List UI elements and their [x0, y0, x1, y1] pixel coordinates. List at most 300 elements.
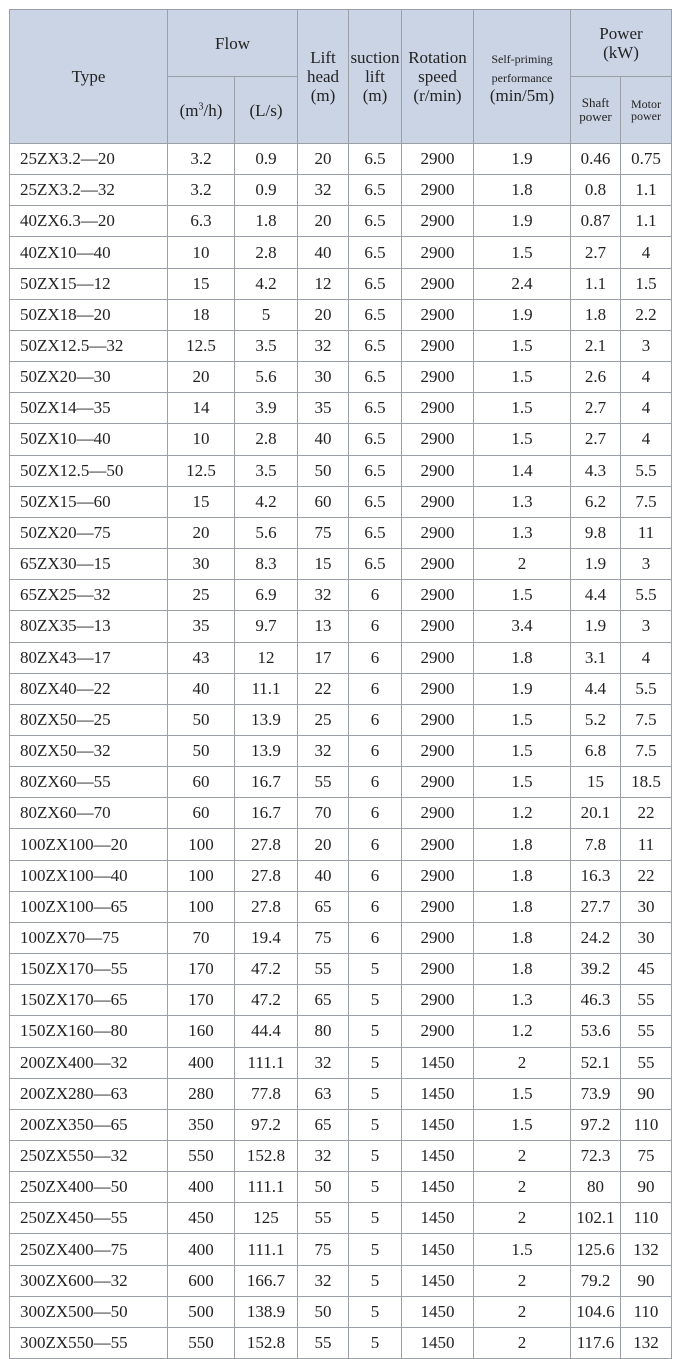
- cell-flow-ls: 1.8: [235, 206, 298, 237]
- cell-type: 50ZX20—30: [10, 362, 168, 393]
- cell-flow-m3h: 70: [168, 922, 235, 953]
- cell-suction-lift: 6: [349, 891, 402, 922]
- cell-shaft-power: 7.8: [571, 829, 621, 860]
- cell-shaft-power: 2.6: [571, 362, 621, 393]
- cell-lift-head: 25: [298, 704, 349, 735]
- cell-self-priming: 2: [474, 1296, 571, 1327]
- cell-suction-lift: 6.5: [349, 268, 402, 299]
- cell-shaft-power: 1.9: [571, 611, 621, 642]
- cell-motor-power: 75: [621, 1141, 672, 1172]
- cell-motor-power: 55: [621, 1047, 672, 1078]
- table-row: [10, 486, 672, 517]
- table-row: [10, 985, 672, 1016]
- header-motor-power: Motor power: [621, 77, 672, 144]
- cell-shaft-power: 2.1: [571, 330, 621, 361]
- cell-rotation-speed: 2900: [402, 704, 474, 735]
- cell-lift-head: 70: [298, 798, 349, 829]
- table-row: [10, 330, 672, 361]
- cell-flow-m3h: 170: [168, 985, 235, 1016]
- cell-suction-lift: 5: [349, 1078, 402, 1109]
- cell-type: 100ZX100—65: [10, 891, 168, 922]
- table-row: [10, 735, 672, 766]
- cell-motor-power: 4: [621, 237, 672, 268]
- table-row: [10, 860, 672, 891]
- header-power: Power (kW): [571, 10, 672, 77]
- cell-flow-m3h: 12.5: [168, 330, 235, 361]
- cell-flow-ls: 3.5: [235, 455, 298, 486]
- table-row: [10, 1172, 672, 1203]
- cell-type: 80ZX50—32: [10, 735, 168, 766]
- cell-shaft-power: 117.6: [571, 1327, 621, 1358]
- cell-shaft-power: 4.3: [571, 455, 621, 486]
- table-row: [10, 1296, 672, 1327]
- cell-motor-power: 3: [621, 330, 672, 361]
- cell-rotation-speed: 2900: [402, 985, 474, 1016]
- cell-rotation-speed: 2900: [402, 206, 474, 237]
- cell-flow-ls: 138.9: [235, 1296, 298, 1327]
- cell-motor-power: 30: [621, 922, 672, 953]
- cell-self-priming: 2: [474, 1047, 571, 1078]
- cell-self-priming: 2: [474, 1203, 571, 1234]
- cell-suction-lift: 5: [349, 985, 402, 1016]
- cell-rotation-speed: 2900: [402, 611, 474, 642]
- cell-flow-ls: 4.2: [235, 268, 298, 299]
- cell-type: 80ZX50—25: [10, 704, 168, 735]
- cell-self-priming: 1.5: [474, 767, 571, 798]
- cell-lift-head: 65: [298, 985, 349, 1016]
- cell-type: 80ZX35—13: [10, 611, 168, 642]
- table-row: [10, 767, 672, 798]
- cell-flow-m3h: 400: [168, 1234, 235, 1265]
- cell-self-priming: 1.5: [474, 1078, 571, 1109]
- cell-self-priming: 1.5: [474, 393, 571, 424]
- cell-rotation-speed: 2900: [402, 517, 474, 548]
- header-shaft-power: Shaft power: [571, 77, 621, 144]
- cell-self-priming: 1.5: [474, 1234, 571, 1265]
- cell-flow-m3h: 500: [168, 1296, 235, 1327]
- cell-type: 300ZX550—55: [10, 1327, 168, 1358]
- table-row: [10, 1109, 672, 1140]
- table-body: [10, 144, 672, 1359]
- cell-self-priming: 2: [474, 549, 571, 580]
- cell-self-priming: 1.5: [474, 580, 571, 611]
- cell-rotation-speed: 2900: [402, 175, 474, 206]
- cell-shaft-power: 27.7: [571, 891, 621, 922]
- cell-motor-power: 2.2: [621, 299, 672, 330]
- cell-suction-lift: 6: [349, 767, 402, 798]
- cell-flow-m3h: 100: [168, 829, 235, 860]
- cell-type: 200ZX350—65: [10, 1109, 168, 1140]
- cell-lift-head: 65: [298, 891, 349, 922]
- cell-lift-head: 63: [298, 1078, 349, 1109]
- cell-rotation-speed: 2900: [402, 455, 474, 486]
- table-row: [10, 206, 672, 237]
- cell-shaft-power: 2.7: [571, 424, 621, 455]
- cell-lift-head: 20: [298, 206, 349, 237]
- cell-suction-lift: 6.5: [349, 455, 402, 486]
- cell-flow-m3h: 18: [168, 299, 235, 330]
- cell-motor-power: 22: [621, 860, 672, 891]
- cell-suction-lift: 5: [349, 954, 402, 985]
- cell-rotation-speed: 2900: [402, 549, 474, 580]
- cell-lift-head: 20: [298, 299, 349, 330]
- cell-type: 80ZX40—22: [10, 673, 168, 704]
- cell-type: 300ZX500—50: [10, 1296, 168, 1327]
- cell-type: 65ZX25—32: [10, 580, 168, 611]
- cell-type: 100ZX100—40: [10, 860, 168, 891]
- cell-suction-lift: 6: [349, 829, 402, 860]
- cell-flow-m3h: 35: [168, 611, 235, 642]
- cell-flow-m3h: 400: [168, 1172, 235, 1203]
- cell-type: 25ZX3.2—32: [10, 175, 168, 206]
- cell-flow-m3h: 15: [168, 486, 235, 517]
- header-suction-lift: suction lift (m): [349, 10, 402, 144]
- cell-shaft-power: 6.2: [571, 486, 621, 517]
- table-row: [10, 1016, 672, 1047]
- cell-shaft-power: 0.8: [571, 175, 621, 206]
- cell-flow-m3h: 6.3: [168, 206, 235, 237]
- cell-type: 50ZX14—35: [10, 393, 168, 424]
- cell-suction-lift: 6.5: [349, 517, 402, 548]
- cell-self-priming: 1.8: [474, 891, 571, 922]
- cell-self-priming: 1.8: [474, 954, 571, 985]
- cell-lift-head: 55: [298, 1203, 349, 1234]
- cell-lift-head: 32: [298, 580, 349, 611]
- table-row: [10, 954, 672, 985]
- cell-suction-lift: 5: [349, 1327, 402, 1358]
- cell-rotation-speed: 2900: [402, 237, 474, 268]
- cell-flow-m3h: 20: [168, 362, 235, 393]
- cell-lift-head: 35: [298, 393, 349, 424]
- cell-flow-m3h: 550: [168, 1327, 235, 1358]
- cell-suction-lift: 6.5: [349, 144, 402, 175]
- cell-motor-power: 110: [621, 1203, 672, 1234]
- cell-flow-m3h: 170: [168, 954, 235, 985]
- cell-motor-power: 4: [621, 424, 672, 455]
- cell-motor-power: 1.1: [621, 206, 672, 237]
- table-row: [10, 1265, 672, 1296]
- cell-self-priming: 1.9: [474, 299, 571, 330]
- cell-flow-m3h: 20: [168, 517, 235, 548]
- cell-shaft-power: 5.2: [571, 704, 621, 735]
- cell-shaft-power: 2.7: [571, 393, 621, 424]
- cell-flow-ls: 111.1: [235, 1234, 298, 1265]
- header-flow: Flow: [168, 10, 298, 77]
- cell-type: 50ZX10—40: [10, 424, 168, 455]
- cell-type: 200ZX280—63: [10, 1078, 168, 1109]
- cell-rotation-speed: 2900: [402, 268, 474, 299]
- cell-flow-m3h: 40: [168, 673, 235, 704]
- cell-flow-ls: 47.2: [235, 954, 298, 985]
- cell-type: 50ZX15—12: [10, 268, 168, 299]
- cell-self-priming: 2: [474, 1141, 571, 1172]
- table-row: [10, 580, 672, 611]
- cell-lift-head: 13: [298, 611, 349, 642]
- cell-flow-ls: 2.8: [235, 237, 298, 268]
- cell-self-priming: 1.9: [474, 144, 571, 175]
- cell-suction-lift: 6: [349, 611, 402, 642]
- cell-suction-lift: 5: [349, 1172, 402, 1203]
- table-row: [10, 922, 672, 953]
- cell-flow-m3h: 100: [168, 891, 235, 922]
- cell-flow-m3h: 25: [168, 580, 235, 611]
- cell-type: 80ZX43—17: [10, 642, 168, 673]
- cell-flow-ls: 0.9: [235, 144, 298, 175]
- cell-motor-power: 30: [621, 891, 672, 922]
- cell-type: 80ZX60—70: [10, 798, 168, 829]
- header-self-priming: Self-priming performance (min/5m): [474, 10, 571, 144]
- cell-rotation-speed: 2900: [402, 486, 474, 517]
- cell-flow-ls: 6.9: [235, 580, 298, 611]
- cell-flow-ls: 111.1: [235, 1047, 298, 1078]
- cell-self-priming: 1.8: [474, 860, 571, 891]
- cell-shaft-power: 102.1: [571, 1203, 621, 1234]
- cell-lift-head: 65: [298, 1109, 349, 1140]
- cell-rotation-speed: 2900: [402, 829, 474, 860]
- cell-motor-power: 3: [621, 549, 672, 580]
- cell-rotation-speed: 2900: [402, 299, 474, 330]
- table-row: [10, 642, 672, 673]
- cell-type: 100ZX100—20: [10, 829, 168, 860]
- cell-suction-lift: 5: [349, 1234, 402, 1265]
- cell-suction-lift: 5: [349, 1016, 402, 1047]
- cell-shaft-power: 6.8: [571, 735, 621, 766]
- cell-self-priming: 1.8: [474, 829, 571, 860]
- cell-suction-lift: 5: [349, 1296, 402, 1327]
- cell-lift-head: 32: [298, 1265, 349, 1296]
- cell-shaft-power: 53.6: [571, 1016, 621, 1047]
- cell-lift-head: 30: [298, 362, 349, 393]
- cell-self-priming: 1.5: [474, 1109, 571, 1140]
- table-row: [10, 362, 672, 393]
- cell-lift-head: 75: [298, 1234, 349, 1265]
- cell-shaft-power: 4.4: [571, 673, 621, 704]
- cell-flow-ls: 16.7: [235, 767, 298, 798]
- cell-flow-m3h: 350: [168, 1109, 235, 1140]
- cell-motor-power: 7.5: [621, 704, 672, 735]
- cell-suction-lift: 6: [349, 580, 402, 611]
- cell-lift-head: 15: [298, 549, 349, 580]
- cell-motor-power: 1.5: [621, 268, 672, 299]
- table-row: [10, 455, 672, 486]
- cell-motor-power: 7.5: [621, 486, 672, 517]
- cell-rotation-speed: 1450: [402, 1327, 474, 1358]
- cell-flow-m3h: 30: [168, 549, 235, 580]
- cell-type: 50ZX12.5—32: [10, 330, 168, 361]
- cell-lift-head: 75: [298, 922, 349, 953]
- cell-self-priming: 1.9: [474, 206, 571, 237]
- cell-flow-m3h: 60: [168, 767, 235, 798]
- cell-lift-head: 55: [298, 1327, 349, 1358]
- cell-rotation-speed: 1450: [402, 1172, 474, 1203]
- cell-shaft-power: 104.6: [571, 1296, 621, 1327]
- cell-flow-ls: 4.2: [235, 486, 298, 517]
- cell-type: 250ZX400—75: [10, 1234, 168, 1265]
- cell-rotation-speed: 2900: [402, 642, 474, 673]
- cell-motor-power: 11: [621, 517, 672, 548]
- cell-suction-lift: 6.5: [349, 299, 402, 330]
- cell-flow-m3h: 12.5: [168, 455, 235, 486]
- cell-motor-power: 5.5: [621, 580, 672, 611]
- cell-lift-head: 60: [298, 486, 349, 517]
- header-flow-m3h: $(m^3/h)$: [168, 77, 235, 144]
- header-flow-ls: (L/s): [235, 77, 298, 144]
- cell-type: 250ZX550—32: [10, 1141, 168, 1172]
- cell-lift-head: 32: [298, 1047, 349, 1078]
- cell-motor-power: 0.75: [621, 144, 672, 175]
- cell-suction-lift: 6.5: [349, 237, 402, 268]
- cell-shaft-power: 0.87: [571, 206, 621, 237]
- cell-motor-power: 11: [621, 829, 672, 860]
- table-row: [10, 829, 672, 860]
- cell-rotation-speed: 2900: [402, 393, 474, 424]
- cell-shaft-power: 1.8: [571, 299, 621, 330]
- cell-lift-head: 50: [298, 1172, 349, 1203]
- cell-shaft-power: 4.4: [571, 580, 621, 611]
- cell-flow-ls: 77.8: [235, 1078, 298, 1109]
- cell-self-priming: 1.5: [474, 330, 571, 361]
- cell-flow-m3h: 3.2: [168, 175, 235, 206]
- cell-type: 250ZX450—55: [10, 1203, 168, 1234]
- table-row: [10, 1047, 672, 1078]
- cell-lift-head: 20: [298, 144, 349, 175]
- cell-suction-lift: 6.5: [349, 175, 402, 206]
- cell-shaft-power: 1.1: [571, 268, 621, 299]
- cell-rotation-speed: 2900: [402, 144, 474, 175]
- cell-suction-lift: 6: [349, 735, 402, 766]
- cell-lift-head: 32: [298, 735, 349, 766]
- cell-motor-power: 90: [621, 1172, 672, 1203]
- cell-motor-power: 45: [621, 954, 672, 985]
- table-row: [10, 891, 672, 922]
- cell-rotation-speed: 1450: [402, 1078, 474, 1109]
- cell-type: 50ZX15—60: [10, 486, 168, 517]
- table-header: [10, 10, 672, 144]
- cell-shaft-power: 1.9: [571, 549, 621, 580]
- cell-suction-lift: 5: [349, 1203, 402, 1234]
- cell-suction-lift: 6.5: [349, 362, 402, 393]
- table-row: [10, 424, 672, 455]
- table-row: [10, 1203, 672, 1234]
- cell-rotation-speed: 2900: [402, 735, 474, 766]
- cell-rotation-speed: 2900: [402, 1016, 474, 1047]
- cell-flow-ls: 47.2: [235, 985, 298, 1016]
- cell-motor-power: 55: [621, 1016, 672, 1047]
- cell-flow-ls: 3.9: [235, 393, 298, 424]
- cell-rotation-speed: 1450: [402, 1203, 474, 1234]
- cell-self-priming: 1.3: [474, 985, 571, 1016]
- cell-suction-lift: 6: [349, 860, 402, 891]
- cell-flow-ls: 44.4: [235, 1016, 298, 1047]
- cell-rotation-speed: 1450: [402, 1296, 474, 1327]
- cell-rotation-speed: 2900: [402, 798, 474, 829]
- cell-flow-m3h: 10: [168, 237, 235, 268]
- cell-shaft-power: 15: [571, 767, 621, 798]
- table-row: [10, 1141, 672, 1172]
- cell-shaft-power: 46.3: [571, 985, 621, 1016]
- cell-flow-ls: 16.7: [235, 798, 298, 829]
- cell-rotation-speed: 2900: [402, 860, 474, 891]
- cell-rotation-speed: 2900: [402, 424, 474, 455]
- cell-rotation-speed: 1450: [402, 1141, 474, 1172]
- cell-lift-head: 32: [298, 330, 349, 361]
- cell-suction-lift: 6.5: [349, 486, 402, 517]
- table-row: [10, 517, 672, 548]
- cell-flow-ls: 0.9: [235, 175, 298, 206]
- cell-motor-power: 7.5: [621, 735, 672, 766]
- cell-self-priming: 2: [474, 1327, 571, 1358]
- cell-flow-ls: 5: [235, 299, 298, 330]
- cell-lift-head: 50: [298, 1296, 349, 1327]
- cell-suction-lift: 6: [349, 922, 402, 953]
- cell-flow-ls: 5.6: [235, 362, 298, 393]
- cell-type: 40ZX6.3—20: [10, 206, 168, 237]
- cell-flow-ls: 12: [235, 642, 298, 673]
- cell-self-priming: 1.4: [474, 455, 571, 486]
- cell-self-priming: 1.8: [474, 922, 571, 953]
- cell-suction-lift: 5: [349, 1265, 402, 1296]
- header-lift-head: Lift head (m): [298, 10, 349, 144]
- cell-self-priming: 2.4: [474, 268, 571, 299]
- cell-flow-ls: 5.6: [235, 517, 298, 548]
- cell-shaft-power: 73.9: [571, 1078, 621, 1109]
- cell-flow-m3h: 50: [168, 704, 235, 735]
- cell-lift-head: 80: [298, 1016, 349, 1047]
- cell-flow-m3h: 450: [168, 1203, 235, 1234]
- cell-lift-head: 55: [298, 767, 349, 798]
- cell-self-priming: 1.3: [474, 486, 571, 517]
- table-row: [10, 673, 672, 704]
- cell-shaft-power: 3.1: [571, 642, 621, 673]
- cell-flow-ls: 9.7: [235, 611, 298, 642]
- cell-rotation-speed: 1450: [402, 1047, 474, 1078]
- cell-motor-power: 90: [621, 1265, 672, 1296]
- cell-shaft-power: 52.1: [571, 1047, 621, 1078]
- cell-flow-ls: 13.9: [235, 735, 298, 766]
- cell-type: 150ZX170—65: [10, 985, 168, 1016]
- header-type: Type: [10, 10, 168, 144]
- cell-type: 25ZX3.2—20: [10, 144, 168, 175]
- cell-motor-power: 3: [621, 611, 672, 642]
- cell-flow-m3h: 14: [168, 393, 235, 424]
- table-row: [10, 549, 672, 580]
- cell-suction-lift: 6: [349, 704, 402, 735]
- cell-flow-ls: 166.7: [235, 1265, 298, 1296]
- cell-flow-m3h: 600: [168, 1265, 235, 1296]
- cell-suction-lift: 5: [349, 1047, 402, 1078]
- cell-lift-head: 32: [298, 1141, 349, 1172]
- cell-shaft-power: 79.2: [571, 1265, 621, 1296]
- cell-motor-power: 18.5: [621, 767, 672, 798]
- cell-rotation-speed: 2900: [402, 922, 474, 953]
- cell-flow-ls: 125: [235, 1203, 298, 1234]
- cell-motor-power: 55: [621, 985, 672, 1016]
- cell-flow-m3h: 43: [168, 642, 235, 673]
- cell-motor-power: 5.5: [621, 673, 672, 704]
- table-row: [10, 1078, 672, 1109]
- cell-flow-m3h: 15: [168, 268, 235, 299]
- cell-type: 50ZX12.5—50: [10, 455, 168, 486]
- cell-self-priming: 1.5: [474, 362, 571, 393]
- cell-lift-head: 75: [298, 517, 349, 548]
- cell-type: 65ZX30—15: [10, 549, 168, 580]
- cell-flow-ls: 8.3: [235, 549, 298, 580]
- cell-lift-head: 12: [298, 268, 349, 299]
- cell-lift-head: 55: [298, 954, 349, 985]
- cell-self-priming: 1.8: [474, 175, 571, 206]
- cell-self-priming: 1.3: [474, 517, 571, 548]
- cell-suction-lift: 6.5: [349, 549, 402, 580]
